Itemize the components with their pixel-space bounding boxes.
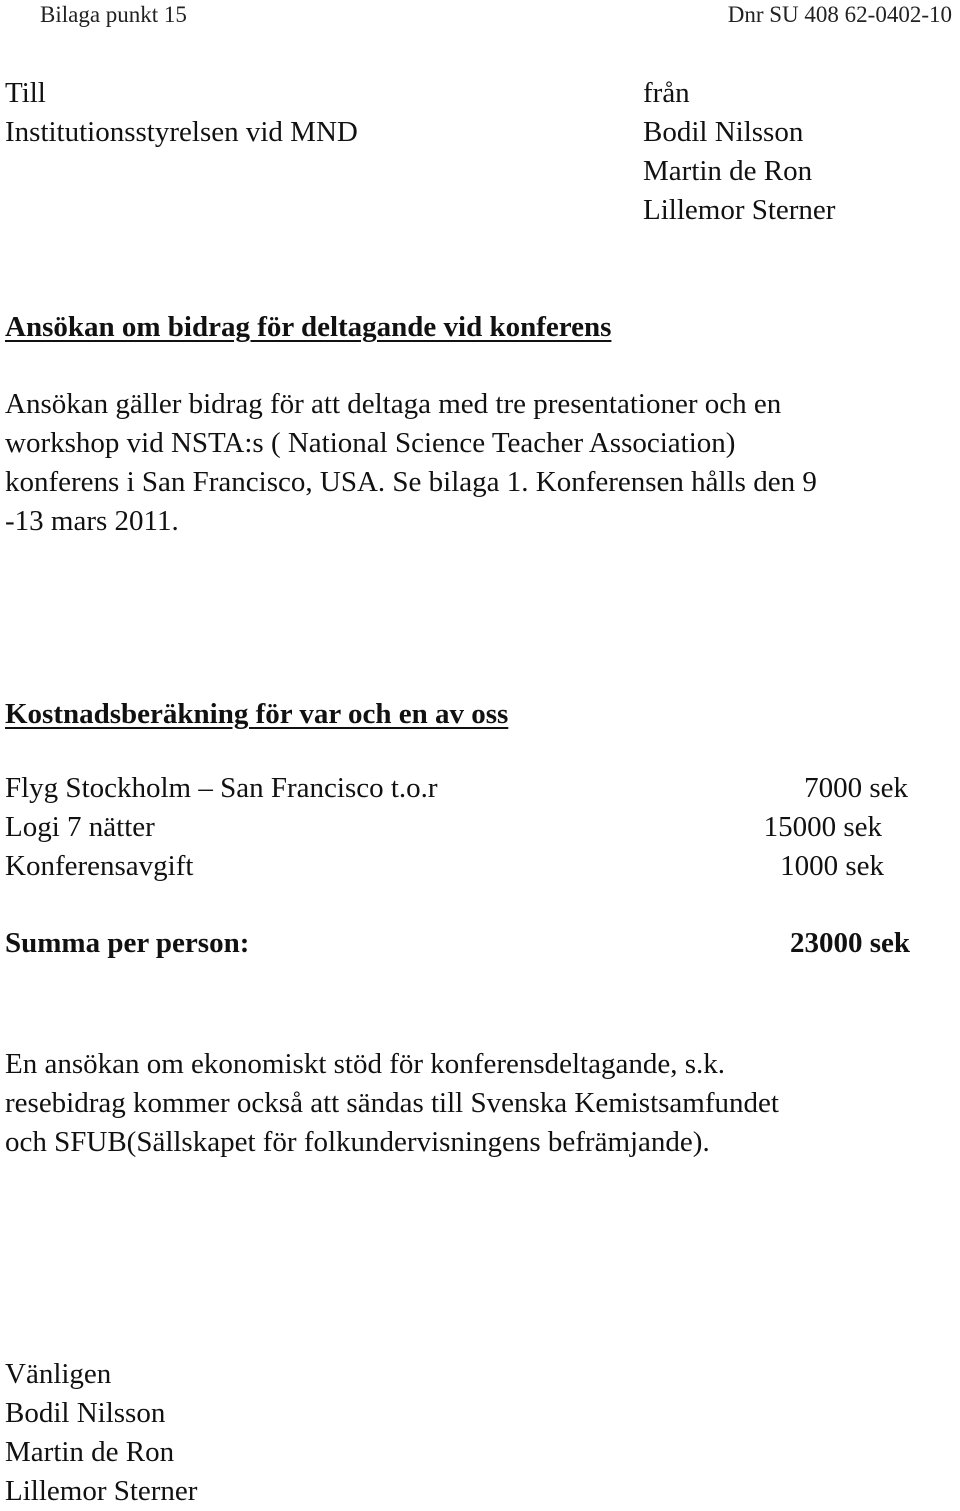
recipient-line: Till	[5, 77, 46, 109]
signature-line: Vänligen	[5, 1358, 112, 1390]
body-line: -13 mars 2011.	[5, 505, 179, 537]
signature-line: Lillemor Sterner	[5, 1475, 198, 1507]
cost-amount: 7000 sek	[804, 772, 908, 804]
costs-title: Kostnadsberäkning för var och en av oss	[5, 698, 509, 730]
signature-line: Martin de Ron	[5, 1436, 175, 1468]
signature-block	[5, 1355, 197, 1511]
cost-label: Konferensavgift	[5, 850, 194, 882]
sender-block	[643, 74, 835, 230]
recipient-line: Institutionsstyrelsen vid MND	[5, 116, 358, 148]
cost-label: Logi 7 nätter	[5, 811, 155, 843]
note-line: resebidrag kommer också att sändas till Svenska Kemistsamfundet	[5, 1087, 779, 1119]
cost-amount: 15000 sek	[763, 811, 882, 843]
header-right: Dnr SU 408 62-0402-10	[727, 2, 952, 27]
total-amount: 23000 sek	[789, 927, 910, 959]
header-left: Bilaga punkt 15	[40, 2, 187, 27]
sender-line: Bodil Nilsson	[643, 116, 804, 148]
body-line: konferens i San Francisco, USA. Se bilaga 1. Konferensen hålls den 9	[5, 466, 817, 498]
sender-line: Lillemor Sterner	[643, 194, 836, 226]
body-line: Ansökan gäller bidrag för att deltaga med tre presentationer och en	[5, 388, 782, 420]
application-body	[5, 385, 817, 541]
cost-label: Flyg Stockholm – San Francisco t.o.r	[5, 772, 438, 804]
application-title: Ansökan om bidrag för deltagande vid konferens	[5, 311, 612, 343]
body-line: workshop vid NSTA:s ( National Science Teacher Association)	[5, 427, 736, 459]
total-label: Summa per person:	[5, 927, 250, 959]
note-line: En ansökan om ekonomiskt stöd för konferensdeltagande, s.k.	[5, 1048, 726, 1080]
sender-line: från	[643, 77, 690, 109]
signature-line: Bodil Nilsson	[5, 1397, 166, 1429]
note-line: och SFUB(Sällskapet för folkundervisningens befrämjande).	[5, 1126, 710, 1158]
cost-amount: 1000 sek	[780, 850, 884, 882]
sender-line: Martin de Ron	[643, 155, 813, 187]
note-paragraph	[5, 1045, 779, 1162]
recipient-block	[5, 74, 358, 152]
